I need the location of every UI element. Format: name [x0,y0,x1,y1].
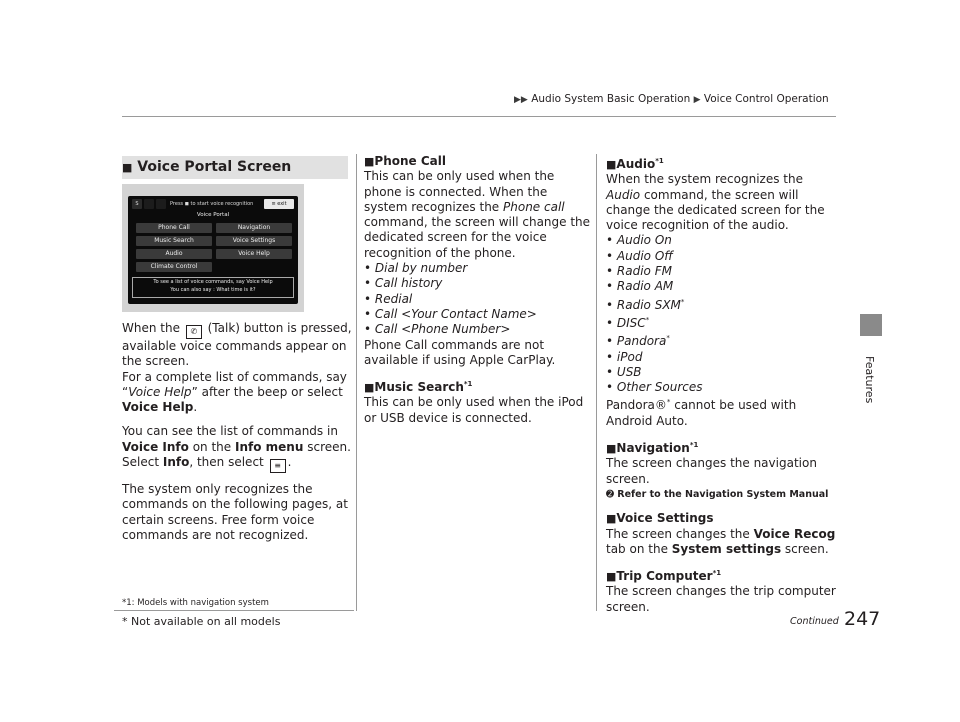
arrow-icon: ▶▶ [514,95,528,105]
screen-hint: To see a list of voice commands, say Voice Help You can also say : What time is it? [132,277,294,298]
continued-label: Continued [790,616,839,627]
list-item: • DISC* [606,315,650,330]
display-screen [128,196,298,304]
square-bullet-icon: ■ [606,442,617,456]
screen-cell: Climate Control [136,262,212,272]
footnote: *1: Models with navigation system [122,598,269,608]
list-item: • USB [606,364,642,379]
screen-cell: Voice Help [216,249,292,259]
subheading-navigation: ■Navigation$^{*1}$ [606,441,699,456]
square-bullet-icon: ■ [364,155,375,168]
cross-reference[interactable]: ➋ Refer to the Navigation System Manual [606,488,829,500]
list-item: • Call <Your Contact Name> [364,306,537,321]
not-available-note: * Not available on all models [122,615,281,628]
menu-button-icon: ≡ [270,459,286,473]
screen-top-bar [132,199,294,210]
square-bullet-icon: ■ [606,158,617,171]
middle-body [364,154,592,426]
list-item: • Radio AM [606,279,674,294]
breadcrumb-section: Audio System Basic Operation [531,93,691,105]
screen-cell: Navigation [216,223,292,233]
screen-cell: Phone Call [136,223,212,233]
subheading-audio: ■Audio$^{*1}$ [606,157,664,171]
breadcrumb [514,93,829,105]
square-bullet-icon: ■ [606,570,617,584]
talk-button-icon: ✆ [186,325,202,339]
paragraph: You can see the list of commands in Voice Info on the Info menu screen. Select Info, then select ≡ . [122,424,352,473]
list-item: • Radio SXM* [606,297,685,312]
subheading-voice-settings: ■Voice Settings [606,511,714,526]
list-item: • Other Sources [606,380,703,395]
footer-rule [114,610,354,611]
paragraph: When the system recognizes the Audio command, the screen will change the dedicated screen for the voice recognition of the audio. [606,172,825,233]
screen-talk-icon: S [132,199,142,209]
voice-portal-screenshot [122,184,304,312]
paragraph: When the ✆ (Talk) button is pressed, available voice commands appear on the screen. [122,321,352,369]
talk-icon: ◼ [184,201,189,207]
paragraph: The screen changes the trip computer screen. [606,584,836,614]
screen-icon [144,199,154,209]
subheading-trip-computer: ■Trip Computer$^{*1}$ [606,569,722,584]
paragraph: This can be only used when the phone is connected. When the system recognizes the Phone call command, the screen will change the dedicated screen for the voice recognition of the phone. [364,169,591,260]
list-item: • Audio On [606,233,672,248]
paragraph: The screen changes the navigation screen. [606,456,817,486]
left-body [122,321,352,543]
square-bullet-icon: ■ [364,381,375,395]
right-body [606,154,838,615]
list-item: • iPod [606,349,643,364]
screen-cell: Voice Settings [216,236,292,246]
arrow-icon: ▶ [693,95,701,105]
list-item: • Pandora* [606,334,670,349]
list-item: • Audio Off [606,248,673,263]
screen-icon [156,199,166,209]
subheading-music-search: ■Music Search$^{*1}$ [364,380,473,395]
screen-exit-button: ≡ exit [264,199,294,209]
screen-press-text: Press ◼ to start voice recognition [170,201,254,207]
subheading-phone-call: ■Phone Call [364,154,446,168]
paragraph: This can be only used when the iPod or USB device is connected. [364,395,584,425]
paragraph: The screen changes the Voice Recog tab on the System settings screen. [606,526,836,556]
column-divider [596,154,597,611]
page-number: 247 [844,608,881,630]
section-tab-marker [860,314,882,336]
paragraph: The system only recognizes the commands on the following pages, at certain screens. Free form voice commands are not recognized. [122,482,348,542]
list-item: • Dial by number [364,261,468,276]
paragraph: Pandora®* cannot be used with Android Auto. [606,398,797,428]
screen-cell: Audio [136,249,212,259]
column-divider [356,154,357,611]
paragraph: Phone Call commands are not available if using Apple CarPlay. [364,337,556,367]
list-item: • Call <Phone Number> [364,322,511,337]
list-item: • Radio FM [606,264,672,279]
list-item: • Call history [364,276,443,291]
list-item: • Redial [364,291,413,306]
square-bullet-icon: ■ [122,161,133,174]
screen-cell: Music Search [136,236,212,246]
header-rule [122,116,836,117]
square-bullet-icon: ■ [606,512,617,526]
paragraph: For a complete list of commands, say “Voice Help” after the beep or select Voice Help. [122,369,347,415]
section-heading: ■ Voice Portal Screen [122,156,348,179]
section-tab-label: Features [863,356,876,404]
reference-arrow-icon: ➋ [606,488,614,500]
screen-title: Voice Portal [196,212,230,218]
breadcrumb-page: Voice Control Operation [703,93,829,105]
